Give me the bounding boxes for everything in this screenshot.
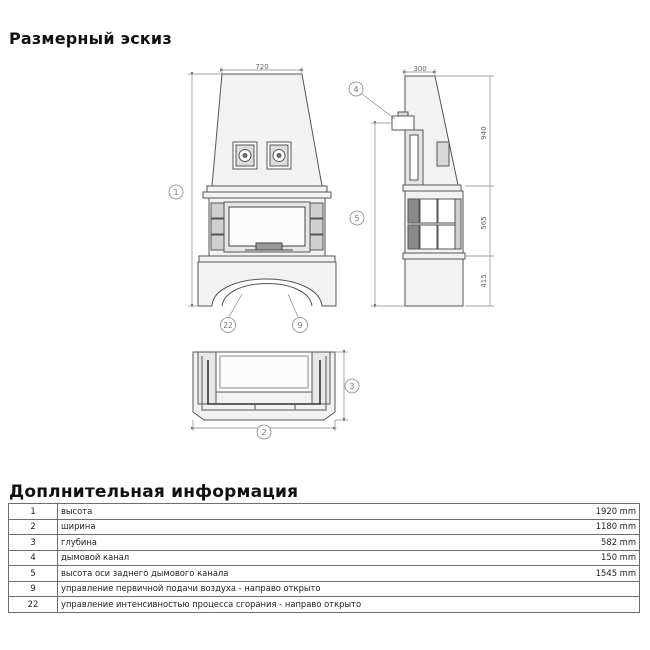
callout-1: [169, 185, 183, 199]
row-value: 150 mm: [543, 550, 640, 566]
dim-right-low-label: 415: [480, 274, 488, 288]
table-row: [9, 519, 640, 535]
row-description: дымовой канал: [58, 550, 544, 566]
top-view: [193, 352, 335, 420]
svg-text:2: 2: [261, 428, 267, 437]
sketch-heading: Размерный эскиз: [9, 29, 172, 48]
row-number: 2: [9, 519, 58, 535]
row-number: 1: [9, 504, 58, 520]
side-view: [392, 76, 465, 306]
info-table: [8, 503, 640, 613]
table-row: [9, 581, 640, 597]
table-row: [9, 550, 640, 566]
table-row: [9, 597, 640, 613]
svg-text:9: 9: [297, 321, 303, 330]
dim-width-top-label: 720: [255, 63, 269, 71]
callout-22: [221, 318, 236, 333]
callout-5: [350, 211, 364, 225]
row-number: 3: [9, 535, 58, 551]
row-description: ширина: [58, 519, 544, 535]
table-row: [9, 535, 640, 551]
row-number: 4: [9, 550, 58, 566]
front-view: [198, 74, 336, 306]
row-value: 1545 mm: [543, 566, 640, 582]
dim-right-mid-label: 565: [480, 216, 488, 230]
row-value: [543, 581, 640, 597]
row-value: 1920 mm: [543, 504, 640, 520]
row-number: 22: [9, 597, 58, 613]
row-number: 9: [9, 581, 58, 597]
row-description: высота: [58, 504, 544, 520]
table-row: [9, 504, 640, 520]
callout-2: [257, 425, 271, 439]
row-description: управление интенсивностью процесса сгорания - направо открыто: [58, 597, 544, 613]
dim-right-upper-label: 940: [480, 126, 488, 140]
row-value: 582 mm: [543, 535, 640, 551]
table-row: [9, 566, 640, 582]
info-heading: Доплнительная информация: [9, 482, 299, 502]
callout-4: [349, 82, 363, 96]
row-description: глубина: [58, 535, 544, 551]
row-description: высота оси заднего дымового канала: [58, 566, 544, 582]
svg-text:22: 22: [223, 321, 233, 330]
svg-text:4: 4: [353, 85, 359, 94]
row-description: управление первичной подачи воздуха - направо открыто: [58, 581, 544, 597]
svg-text:3: 3: [349, 382, 355, 391]
callout-9: [293, 318, 308, 333]
row-value: [543, 597, 640, 613]
row-value: 1180 mm: [543, 519, 640, 535]
svg-text:5: 5: [354, 214, 360, 223]
callout-3: [345, 379, 359, 393]
svg-text:1: 1: [173, 188, 179, 197]
dim-depth-top-label: 300: [413, 65, 427, 73]
row-number: 5: [9, 566, 58, 582]
